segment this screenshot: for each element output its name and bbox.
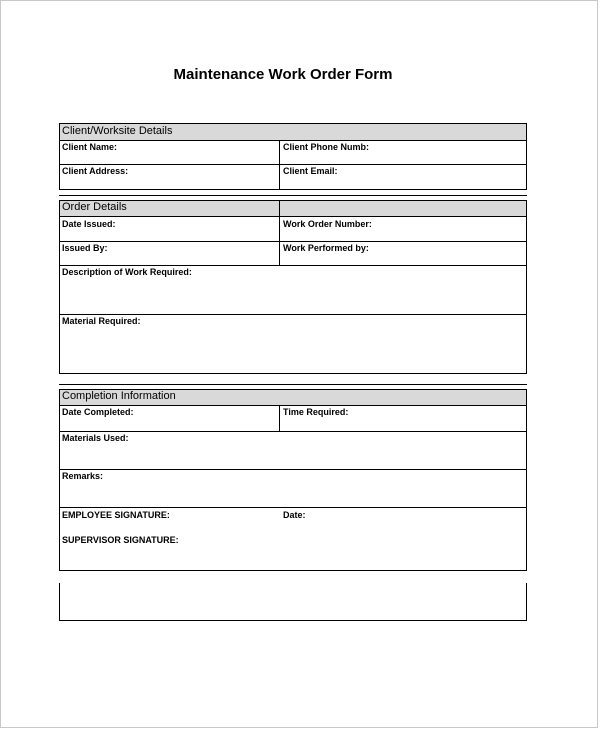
remarks-label: Remarks: — [62, 471, 104, 481]
date-label: Date: — [283, 510, 306, 520]
material-required-label: Material Required: — [62, 316, 141, 326]
materials-used-label: Materials Used: — [62, 433, 129, 443]
client-address-label: Client Address: — [62, 166, 129, 176]
client-section-header: Client/Worksite Details — [62, 125, 173, 137]
client-email-label: Client Email: — [283, 166, 338, 176]
date-issued-label: Date Issued: — [62, 219, 116, 229]
time-required-label: Time Required: — [283, 407, 349, 417]
form-title: Maintenance Work Order Form — [173, 66, 393, 83]
order-section-header: Order Details — [62, 201, 127, 213]
completion-section-header: Completion Information — [62, 390, 176, 402]
description-label: Description of Work Required: — [62, 267, 192, 277]
issued-by-label: Issued By: — [62, 243, 108, 253]
supervisor-signature-label: SUPERVISOR SIGNATURE: — [62, 535, 179, 545]
employee-signature-label: EMPLOYEE SIGNATURE: — [62, 510, 170, 520]
work-performed-by-label: Work Performed by: — [283, 243, 369, 253]
date-completed-label: Date Completed: — [62, 407, 134, 417]
client-name-label: Client Name: — [62, 142, 118, 152]
order-section-header-band — [60, 201, 527, 216]
work-order-number-label: Work Order Number: — [283, 219, 372, 229]
client-phone-label: Client Phone Numb: — [283, 142, 369, 152]
